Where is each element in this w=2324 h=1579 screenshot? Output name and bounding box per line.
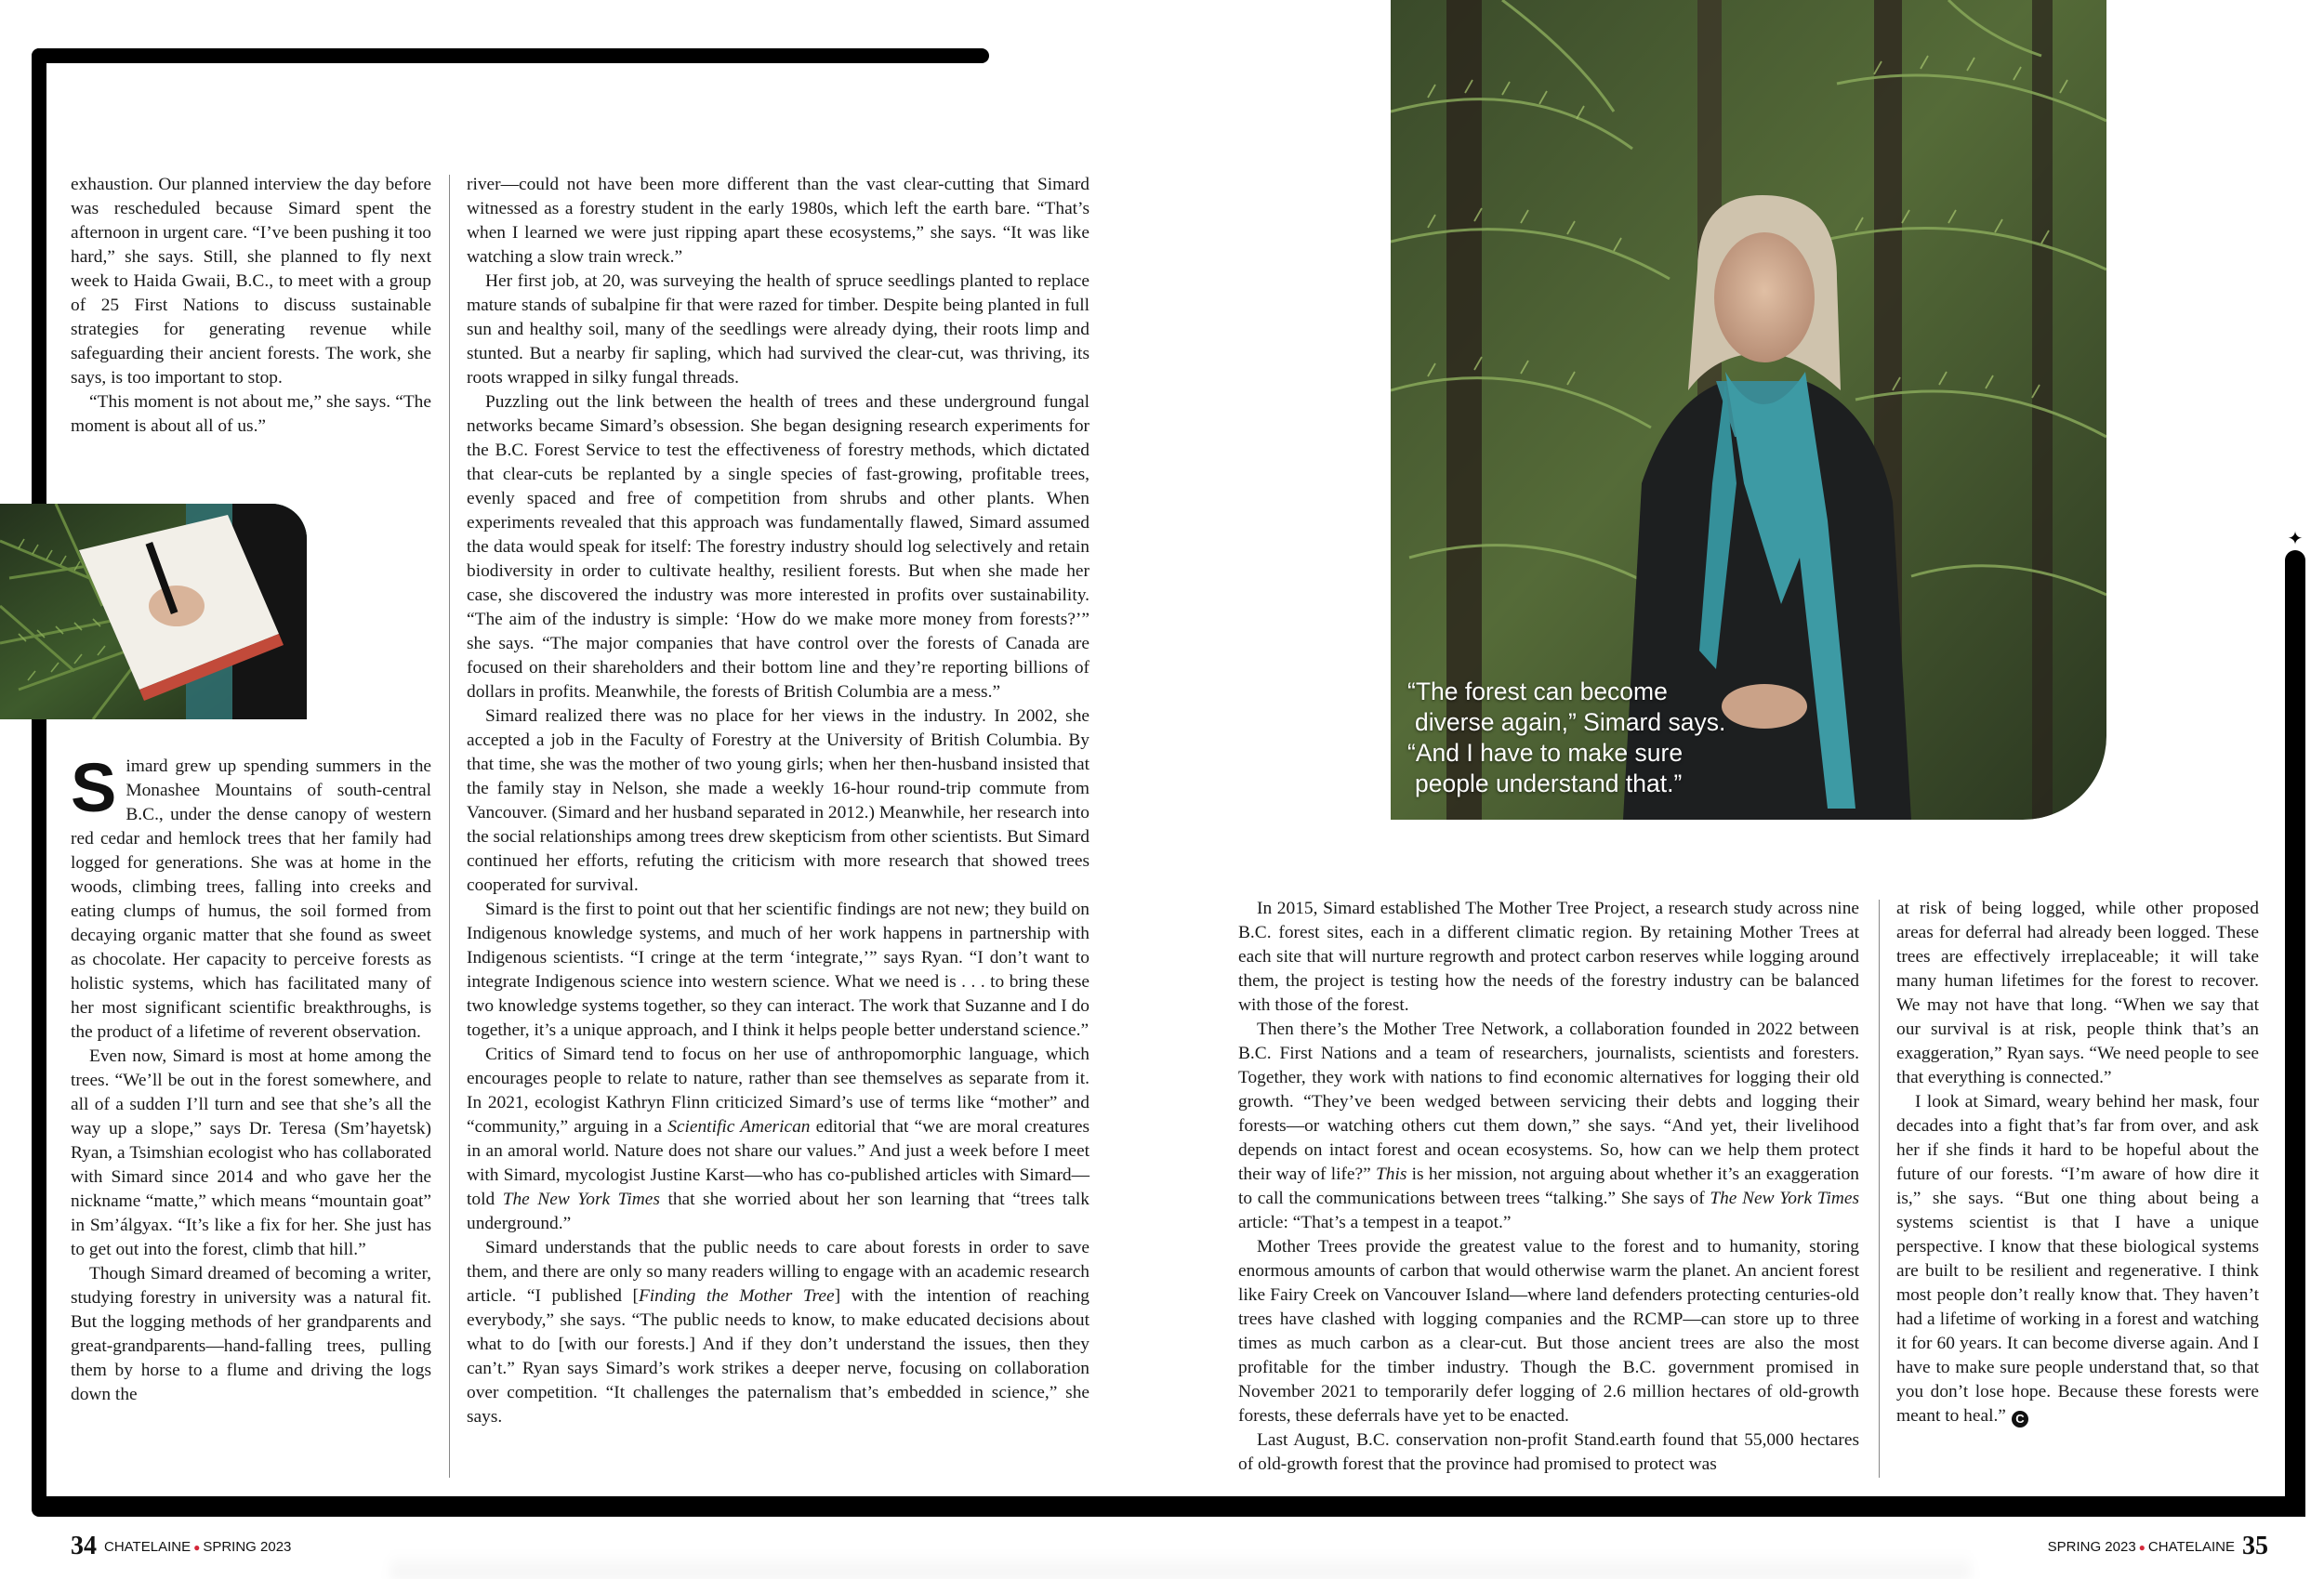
book-title: Finding the Mother Tree xyxy=(638,1286,835,1306)
caption-line: people understand that.” xyxy=(1415,770,1683,797)
paragraph xyxy=(1896,1090,2259,1428)
page-shadow xyxy=(390,1552,1971,1579)
frame-right-bar xyxy=(2285,550,2305,1517)
frame-left-bar xyxy=(32,48,46,1517)
issue-label: SPRING 2023 xyxy=(2047,1539,2136,1555)
paragraph: Puzzling out the link between the health of trees and these underground fungal networks became Simard’s obsession. She began designing research experiments for the B.C. Forest Service to test the effectiveness of forestry methods, which dictated that clear-cuts be replanted by a single species of fast-growing, profitable trees, evenly spaced and free of competition from shrubs and other plants. When experiments revealed that this approach was fundamentally flawed, Simard assumed the data would speak for itself: The forestry industry should log selectively and retain biodiversity in order to cultivate healthy, resilient forests. But when she made her case, she discovered the industry was more interested in profits over sustainability. “The aim of the industry is simple: ‘How do we make more money from forests?’” she says. “The major companies that have control over the forests of Canada are focused on their shareholders and their bottom line and they’re reporting billions of dollars in profits. Meanwhile, the forests of British Columbia are a mess.” xyxy=(467,392,1089,702)
text-run: ] with the intention of reaching everybody,” she says. “The public needs to know, to make educated decisions about what to do [with our forests.] And if they don’t understand the issues, then they can’t.” Ryan says Simard’s work strikes a deeper nerve, focusing on collaboration over competition. “It challenges the paternalism that’s embedded in science,” she says. xyxy=(467,1286,1089,1427)
article-column-4 xyxy=(1896,897,2259,1428)
publication-title: The New York Times xyxy=(502,1190,660,1209)
paragraph xyxy=(1238,1018,1859,1235)
issue-label: SPRING 2023 xyxy=(203,1539,292,1555)
publication-title: Scientific American xyxy=(667,1117,811,1137)
text-run: is her mission, not arguing about whether it’s an exaggeration to call the communications between trees “talking.” She says of xyxy=(1238,1165,1859,1208)
paragraph: Her first job, at 20, was surveying the health of spruce seedlings planted to replace mature stands of subalpine fir that were razed for timber. Despite being planted in full sun and healthy soil, many of the seedlings were already dying, their roots limp and stunted. But a nearby fir sapling, which had survived the clear-cut, was thriving, its roots wrapped in silky fungal threads. xyxy=(467,271,1089,388)
paragraph: In 2015, Simard established The Mother Tree Project, a research study across nine B.C. forest sites, each in a different climatic region. By retaining Mother Trees at each site that will nurture regrowth and protect carbon reserves while logging around them, the project is testing how the needs of the forestry industry can be balanced with those of the forest. xyxy=(1238,899,1859,1015)
photo-caption xyxy=(1407,677,1761,799)
paragraph xyxy=(467,1043,1089,1236)
paragraph: “This moment is not about me,” she says. “The moment is about all of us.” xyxy=(71,392,431,436)
end-mark-icon: C xyxy=(2012,1411,2028,1428)
column-rule xyxy=(1879,900,1880,1478)
paragraph: river—could not have been more different than the vast clear-cutting that Simard witnessed as a forestry student in the early 1980s, which left the earth bare. “That’s when I learned we were just ripping apart these ecosystems,” she says. “It was like watching a slow train wreck.” xyxy=(467,175,1089,267)
paragraph xyxy=(467,1236,1089,1429)
frame-top-bar xyxy=(32,48,989,63)
emphasis: This xyxy=(1376,1165,1407,1184)
paragraph: exhaustion. Our planned interview the day before was rescheduled because Simard spent the afternoon in urgent care. “I’ve been pushing it too hard,” she says. Still, she planned to fly next week to Haida Gwaii, B.C., to meet with a group of 25 First Nations to discuss sustainable strategies for generating revenue while safeguarding their ancient forests. The work, she says, is too important to stop. xyxy=(71,175,431,388)
folio-right xyxy=(2048,1532,2268,1561)
paragraph: Mother Trees provide the greatest value to the forest and to humanity, storing enormous amounts of carbon that would otherwise warm the planet. An ancient forest like Fairy Creek on Vancouver Island—where land defenders protecting centuries-old trees have clashed with logging companies and the RCMP—can store up to three times as much carbon as a clear-cut. But those ancient trees are also the most profitable for the timber industry. Though the B.C. government promised in November 2021 to temporarily defer logging of 2.6 million hectares of old-growth forests, these deferrals have yet to be enacted. xyxy=(1238,1237,1859,1426)
text-run: Then there’s the Mother Tree Network, a collaboration founded in 2022 between B.C. First Nations and a team of researchers, journalists, scientists and foresters. Together, they work with nations to find economic alternatives for logging their old growth. “They’ve been wedged between servicing their debts and logging their forests—or watching others cut them down,” she says. “And yet, their livelihood depends on intact forest and ocean ecosystems. So, how can we help them protect their way of life?” xyxy=(1238,1020,1859,1184)
text-run: that she worried about her son learning that “trees talk underground.” xyxy=(467,1190,1090,1233)
page-number: 35 xyxy=(2242,1532,2268,1560)
article-column-2 xyxy=(467,173,1089,1429)
caption-line: “And I have to make sure xyxy=(1407,739,1684,767)
article-column-3 xyxy=(1238,897,1859,1477)
paragraph xyxy=(71,749,431,1045)
paragraph: Though Simard dreamed of becoming a writer, studying forestry in university was a natural fit. But the logging methods of her grandparents and great-grandparents—hand-falling trees, pulling them by horse to a flume and driving the logs down the xyxy=(71,1264,431,1404)
publication-title: The New York Times xyxy=(1710,1189,1859,1208)
paragraph-text: imard grew up spending summers in the Monashee Mountains of south-central B.C., under the dense canopy of western red cedar and hemlock trees that her family had logged for generations. She was at home in the woods, climbing trees, falling into creeks and eating clumps of humus, the soil formed from decaying organic matter that she found as sweet as chocolate. Her capacity to perceive forests as holistic systems, which has facilitated many of her most significant scientific breakthroughs, is the product of a lifetime of reverent observation. xyxy=(71,757,431,1042)
text-run: I look at Simard, weary behind her mask, four decades into a fight that’s far from over, and ask her if she finds it hard to be hopeful about the future of our forests. “I’m aware of how dire it is,” she says. “But one thing about being a systems scientist is that I have a unique perspective. I know that these biological systems are built to be resilient and regenerative. I think most people don’t really know that. They haven’t had a lifetime of working in a forest and watching it for 60 years. It can become diverse again. And I have to make sure people understand that, so that you don’t lose hope. Because these forests were meant to heal.” xyxy=(1896,1092,2259,1426)
magazine-name: CHATELAINE xyxy=(2147,1539,2235,1555)
paragraph: at risk of being logged, while other proposed areas for deferral had already been logged. These trees are effectively irreplaceable; it will take many human lifetimes for the forest to recover. We may not have that long. “When we say that our survival is at risk, people think that’s an exaggeration,” Ryan says. “We need people to see that everything is connected.” xyxy=(1896,899,2259,1087)
text-run: Simard understands that the public needs to care about forests in order to save them, and there are only so many readers willing to engage with an academic research article. “I published [ xyxy=(467,1238,1089,1306)
paragraph: Even now, Simard is most at home among the trees. “We’ll be out in the forest somewhere, and all of a sudden I’ll turn and see that she’s all the way up a slope,” says Dr. Teresa (Sm’hayetsk) Ryan, a Tsimshian ecologist who has collaborated with Simard since 2014 and who gave her the nickname “matte,” which means “mountain goat” in Sm’álgyax. “It’s like a fix for her. She just has to get out into the forest, climb that hill.” xyxy=(71,1046,431,1259)
folio-left xyxy=(71,1532,291,1561)
drop-cap: S xyxy=(71,749,117,826)
text-run: article: “That’s a tempest in a teapot.” xyxy=(1238,1213,1512,1232)
text-run: editorial that “we are moral creatures in an amoral world. Nature does not share our values.” And just a week before I meet with Simard, mycologist Justine Karst—who has co-published articles with Simard—told xyxy=(467,1117,1090,1209)
paragraph: Simard is the first to point out that her scientific findings are not new; they build on Indigenous knowledge systems, and much of her work happens in partnership with Indigenous scientists. “I cringe at the term ‘integrate,’” says Ryan. “I don’t want to integrate Indigenous science into western science. What we need is . . . to bring these two knowledge systems together, so they can interact. The work that Suzanne and I do together, it’s a unique approach, and I think it helps people better understand science.” xyxy=(467,900,1089,1040)
paragraph: Last August, B.C. conservation non-profit Stand.earth found that 55,000 hectares of old-growth forest that the province had promised to protect was xyxy=(1238,1430,1859,1474)
article-column-1-top xyxy=(71,173,431,439)
page-number: 34 xyxy=(71,1532,97,1560)
magazine-name: CHATELAINE xyxy=(104,1539,191,1555)
bullet-icon: ● xyxy=(193,1541,201,1554)
notebook-photo xyxy=(0,504,307,719)
article-column-1-bottom xyxy=(71,749,431,1407)
caption-line: “The forest can become xyxy=(1407,678,1668,705)
text-run: Critics of Simard tend to focus on her use of anthropomorphic language, which encourages people to relate to nature, rather than see themselves as separate from it. In 2021, ecologist Kathryn Flinn criticized Simard’s use of terms like “mother” and “community,” arguing in a xyxy=(467,1045,1089,1137)
paragraph: Simard realized there was no place for her views in the industry. In 2002, she accepted a job in the Faculty of Forestry at the University of British Columbia. By that time, she was the mother of two young girls; when her then-husband insisted that the family stay in Nelson, she made a weekly 16-hour round-trip commute from Vancouver. (Simard and her husband separated in 2012.) Meanwhile, her research into the social relationships among trees drew skepticism from other scientists. But Simard continued her efforts, refuting the criticism with more research that showed trees cooperated for survival. xyxy=(467,706,1089,895)
sparkle-icon: ✦ xyxy=(2287,527,2304,549)
bullet-icon: ● xyxy=(2138,1541,2146,1554)
frame-bottom-bar xyxy=(32,1496,2305,1517)
column-rule xyxy=(449,175,450,1478)
caption-line: diverse again,” Simard says. xyxy=(1415,708,1726,736)
